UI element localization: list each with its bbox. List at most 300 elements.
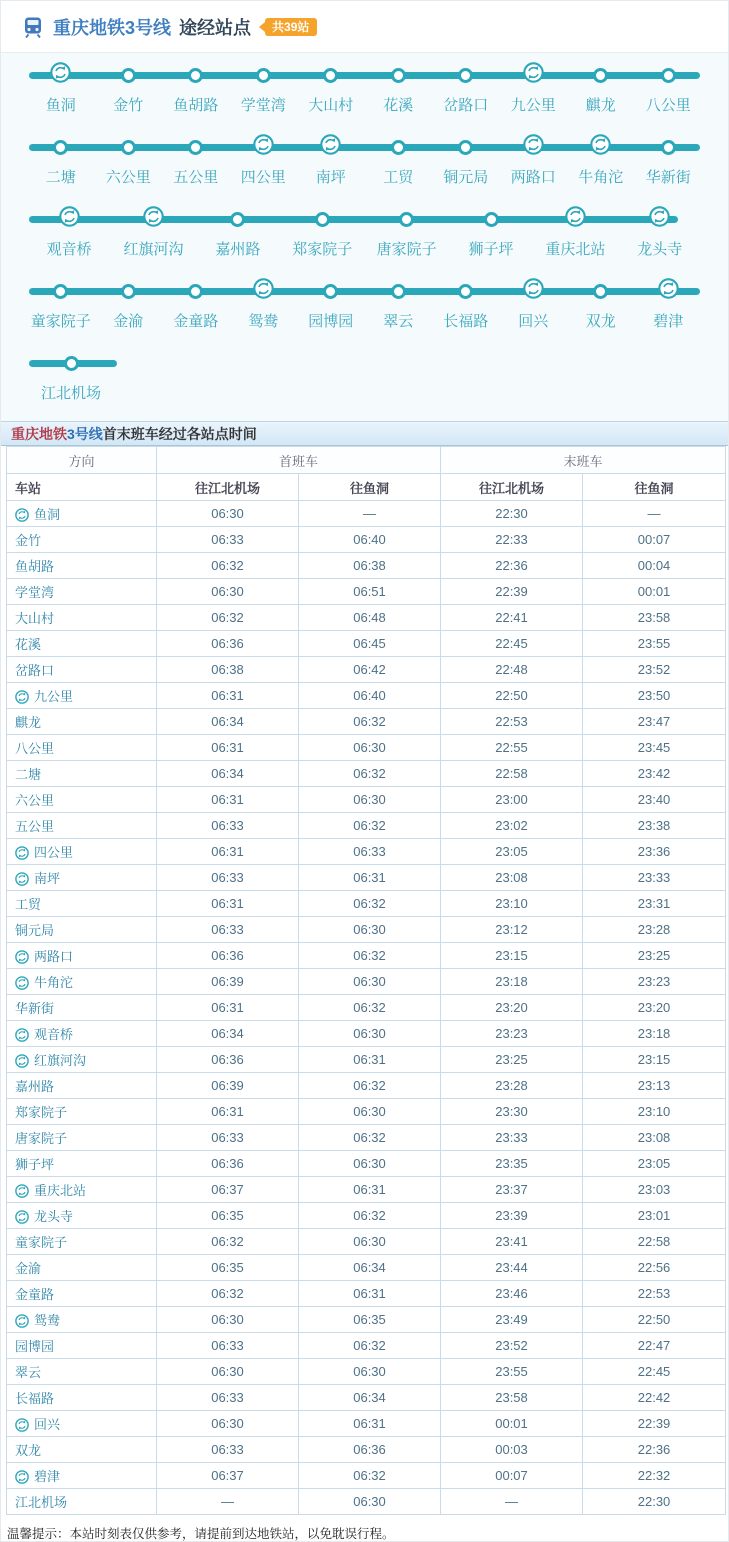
time-cell: 23:30 [441,1099,583,1125]
time-cell: 06:32 [299,943,441,969]
time-cell: 06:30 [299,1229,441,1255]
station-label: 龙头寺 [637,241,683,258]
station-dot [399,205,414,233]
station-cell: 童家院子 [7,1229,157,1255]
station-cell: 六公里 [7,787,157,813]
route-station [635,61,703,115]
route-station [27,277,95,331]
time-cell: 06:31 [157,891,299,917]
station-label: 工贸 [383,169,414,186]
station-dot [458,61,473,89]
time-cell: 23:45 [583,735,726,761]
timetable-row [7,917,726,943]
transfer-icon [15,1210,29,1224]
station-label: 华新街 [645,169,691,186]
route-station [27,349,115,403]
timetable-row [7,501,726,527]
station-cell: 金竹 [7,527,157,553]
station-count-badge: 共39站 [265,18,317,36]
station-cell: 鱼洞 [7,501,157,527]
time-cell: 23:58 [583,605,726,631]
transfer-icon [15,1418,29,1432]
transfer-icon [658,277,679,305]
time-cell: 23:52 [441,1333,583,1359]
station-dot [121,133,136,161]
transfer-icon [15,690,29,704]
time-cell: 06:31 [299,865,441,891]
time-cell: 06:33 [157,813,299,839]
time-cell: 06:33 [157,865,299,891]
timetable-row [7,1307,726,1333]
station-cell: 四公里 [7,839,157,865]
station-label: 长福路 [443,313,489,330]
route-station [635,133,703,187]
time-cell: 23:25 [583,943,726,969]
route-station [365,277,433,331]
time-cell: 23:41 [441,1229,583,1255]
timetable-row [7,1073,726,1099]
time-cell: 23:25 [441,1047,583,1073]
time-cell: 06:31 [157,995,299,1021]
time-cell: 06:34 [157,709,299,735]
route-row [1,349,728,421]
route-row [1,61,728,133]
time-cell: 23:31 [583,891,726,917]
station-label: 重庆北站 [545,241,606,258]
time-cell: 06:33 [157,1125,299,1151]
header [1,1,728,53]
route-station [500,133,568,187]
time-cell: 00:03 [441,1437,583,1463]
time-cell: 22:56 [583,1255,726,1281]
route-station [95,277,163,331]
station-cell: 双龙 [7,1437,157,1463]
time-cell: 06:30 [157,1411,299,1437]
station-label: 南坪 [315,169,346,186]
time-cell: 06:30 [157,1359,299,1385]
time-cell: 06:38 [157,657,299,683]
station-label: 童家院子 [30,313,91,330]
station-cell: 嘉州路 [7,1073,157,1099]
time-cell: 23:10 [441,891,583,917]
time-cell: 06:32 [299,995,441,1021]
time-cell: 23:05 [583,1151,726,1177]
station-dot [121,277,136,305]
time-cell: 22:45 [441,631,583,657]
station-dot [391,133,406,161]
header-subtitle: 途经站点 [179,17,252,38]
time-cell: 23:39 [441,1203,583,1229]
time-cell: 06:31 [299,1411,441,1437]
time-cell: 23:23 [583,969,726,995]
station-dot [593,61,608,89]
transfer-icon [15,1314,29,1328]
time-cell: 23:50 [583,683,726,709]
station-label: 两路口 [510,169,556,186]
station-cell: 花溪 [7,631,157,657]
station-label: 回兴 [518,313,549,330]
time-cell: 06:33 [157,917,299,943]
time-cell: 23:15 [583,1047,726,1073]
timetable-row [7,1411,726,1437]
time-cell: 22:47 [583,1333,726,1359]
station-label: 牛角沱 [578,169,624,186]
station-label: 花溪 [383,97,414,114]
time-cell: 06:32 [299,891,441,917]
time-cell: 22:42 [583,1385,726,1411]
time-cell: 23:10 [583,1099,726,1125]
station-label: 江北机场 [40,385,101,402]
station-cell: 学堂湾 [7,579,157,605]
time-cell: 06:45 [299,631,441,657]
time-cell: 06:36 [299,1437,441,1463]
route-station [432,133,500,187]
station-dot [121,61,136,89]
time-cell: 22:58 [583,1229,726,1255]
route-station [162,61,230,115]
timetable-title-line: 3号线 [67,426,103,442]
transfer-icon [320,133,341,161]
station-cell: 铜元局 [7,917,157,943]
route-station [27,205,111,259]
time-cell: 06:33 [157,1437,299,1463]
timetable-row [7,1203,726,1229]
station-cell: 八公里 [7,735,157,761]
station-label: 学堂湾 [240,97,286,114]
time-cell: 06:36 [157,1047,299,1073]
time-cell: 00:01 [583,579,726,605]
timetable-row [7,1099,726,1125]
station-label: 园博园 [308,313,354,330]
timetable-row [7,1281,726,1307]
route-station [567,61,635,115]
station-dot [458,277,473,305]
station-cell: 鸳鸯 [7,1307,157,1333]
transfer-icon [15,1470,29,1484]
station-cell: 二塘 [7,761,157,787]
station-label: 鱼洞 [45,97,76,114]
time-cell: 23:08 [441,865,583,891]
time-cell: 06:38 [299,553,441,579]
route-station [432,277,500,331]
time-cell: 06:37 [157,1177,299,1203]
route-station [365,133,433,187]
station-label: 郑家院子 [292,241,353,258]
time-cell: 23:00 [441,787,583,813]
transfer-icon [15,1028,29,1042]
transfer-icon [50,61,71,89]
time-cell: 22:45 [583,1359,726,1385]
station-cell: 翠云 [7,1359,157,1385]
station-group [1,277,728,331]
time-cell: 00:04 [583,553,726,579]
station-label: 六公里 [105,169,151,186]
station-dot [188,133,203,161]
time-cell: 23:36 [583,839,726,865]
transfer-icon [15,846,29,860]
time-cell: 00:07 [441,1463,583,1489]
time-cell: 22:39 [441,579,583,605]
time-cell: 23:20 [441,995,583,1021]
station-label: 鱼胡路 [173,97,219,114]
time-cell: 06:31 [157,839,299,865]
time-cell: — [299,501,441,527]
time-cell: 22:53 [441,709,583,735]
time-cell: 22:55 [441,735,583,761]
time-cell: — [157,1489,299,1515]
transfer-icon [15,1184,29,1198]
transfer-icon [59,205,80,233]
route-station [365,205,449,259]
route-station [449,205,533,259]
station-dot [188,277,203,305]
route-row [1,133,728,205]
transfer-icon [15,950,29,964]
station-cell: 华新街 [7,995,157,1021]
station-cell: 工贸 [7,891,157,917]
station-label: 铜元局 [443,169,489,186]
station-label: 岔路口 [443,97,489,114]
station-dot [593,277,608,305]
time-cell: 23:40 [583,787,726,813]
col-direction-label: 往鱼洞 [299,474,441,501]
time-cell: 06:34 [157,761,299,787]
station-cell: 重庆北站 [7,1177,157,1203]
timetable-row [7,761,726,787]
route-station [297,61,365,115]
timetable-row [7,943,726,969]
time-cell: 23:55 [583,631,726,657]
time-cell: 06:30 [157,1307,299,1333]
col-direction-label: 往鱼洞 [583,474,726,501]
time-cell: 06:34 [299,1385,441,1411]
station-label: 金渝 [113,313,144,330]
timetable-row [7,865,726,891]
time-cell: 22:41 [441,605,583,631]
time-cell: 22:36 [583,1437,726,1463]
route-station [280,205,364,259]
route-station [635,277,703,331]
time-cell: 06:31 [299,1047,441,1073]
timetable-row [7,1437,726,1463]
time-cell: 06:31 [157,787,299,813]
timetable-row [7,735,726,761]
time-cell: 06:30 [157,579,299,605]
time-cell: 23:15 [441,943,583,969]
time-cell: 22:33 [441,527,583,553]
station-group [1,133,728,187]
timetable-row [7,579,726,605]
station-cell: 牛角沱 [7,969,157,995]
time-cell: 22:50 [441,683,583,709]
station-cell: 郑家院子 [7,1099,157,1125]
transfer-icon [523,133,544,161]
time-cell: 06:36 [157,631,299,657]
station-cell: 岔路口 [7,657,157,683]
route-station [432,61,500,115]
time-cell: 06:33 [157,1385,299,1411]
time-cell: 22:36 [441,553,583,579]
timetable-row [7,683,726,709]
station-cell: 南坪 [7,865,157,891]
station-cell: 长福路 [7,1385,157,1411]
time-cell: 23:33 [583,865,726,891]
station-dot [661,61,676,89]
transfer-icon [15,976,29,990]
time-cell: 23:28 [441,1073,583,1099]
route-station [567,133,635,187]
timetable-title-rest: 首末班车经过各站点时间 [102,426,257,442]
station-label: 麒龙 [585,97,616,114]
transfer-icon [523,61,544,89]
train-icon [21,15,45,39]
time-cell: 23:01 [583,1203,726,1229]
station-cell: 金童路 [7,1281,157,1307]
time-cell: 06:31 [299,1281,441,1307]
timetable-row [7,995,726,1021]
time-cell: 06:39 [157,1073,299,1099]
time-cell: 06:35 [157,1255,299,1281]
timetable-row [7,969,726,995]
time-cell: 06:33 [157,1333,299,1359]
timetable-header-groups [7,447,726,474]
station-label: 狮子坪 [468,241,514,258]
station-cell: 江北机场 [7,1489,157,1515]
route-station [162,277,230,331]
time-cell: — [583,501,726,527]
time-cell: 23:49 [441,1307,583,1333]
timetable-row [7,1177,726,1203]
time-cell: 23:46 [441,1281,583,1307]
transfer-icon [15,508,29,522]
route-station [230,277,298,331]
timetable-header-cols [7,474,726,501]
station-label: 双龙 [585,313,616,330]
timetable-title [1,421,728,446]
route-station [27,133,95,187]
timetable-row [7,605,726,631]
time-cell: 06:30 [299,1489,441,1515]
station-label: 嘉州路 [215,241,261,258]
time-cell: 23:52 [583,657,726,683]
timetable-row [7,1255,726,1281]
time-cell: 06:30 [299,735,441,761]
time-cell: 06:32 [157,553,299,579]
time-cell: 06:35 [299,1307,441,1333]
col-last-train: 末班车 [441,447,726,474]
station-cell: 红旗河沟 [7,1047,157,1073]
station-cell: 鱼胡路 [7,553,157,579]
timetable-row [7,1463,726,1489]
col-direction-label: 往江北机场 [441,474,583,501]
station-label: 金童路 [173,313,219,330]
time-cell: 06:32 [299,1073,441,1099]
time-cell: 23:18 [441,969,583,995]
timetable-title-city: 重庆地铁 [11,426,67,442]
station-cell: 龙头寺 [7,1203,157,1229]
route-station [162,133,230,187]
station-dot [188,61,203,89]
time-cell: 23:44 [441,1255,583,1281]
station-cell: 两路口 [7,943,157,969]
time-cell: 06:40 [299,683,441,709]
timetable-row [7,839,726,865]
station-group [1,61,728,115]
timetable-row [7,813,726,839]
time-cell: 06:33 [157,527,299,553]
time-cell: 06:36 [157,1151,299,1177]
time-cell: 06:30 [299,917,441,943]
station-group [1,205,728,259]
route-station [365,61,433,115]
col-first-train: 首班车 [157,447,441,474]
route-station [297,133,365,187]
time-cell: 23:47 [583,709,726,735]
time-cell: 06:32 [299,761,441,787]
station-cell: 九公里 [7,683,157,709]
time-cell: 23:33 [441,1125,583,1151]
time-cell: 23:55 [441,1359,583,1385]
station-dot [64,349,79,377]
timetable-row [7,1489,726,1515]
time-cell: 23:20 [583,995,726,1021]
timetable-row [7,657,726,683]
timetable-row [7,709,726,735]
time-cell: 06:32 [299,813,441,839]
col-direction: 方向 [7,447,157,474]
station-label: 金竹 [113,97,144,114]
time-cell: 06:30 [157,501,299,527]
transfer-icon [15,872,29,886]
station-dot [256,61,271,89]
timetable-row [7,1229,726,1255]
route-station [95,133,163,187]
transfer-icon [15,1054,29,1068]
route-station [27,61,95,115]
route-station [95,61,163,115]
time-cell: 06:34 [299,1255,441,1281]
time-cell: 06:30 [299,1151,441,1177]
col-direction-label: 往江北机场 [157,474,299,501]
time-cell: 00:07 [583,527,726,553]
timetable-row [7,1021,726,1047]
station-dot [53,277,68,305]
station-label: 五公里 [173,169,219,186]
transfer-icon [253,133,274,161]
timetable-row [7,1151,726,1177]
station-cell: 碧津 [7,1463,157,1489]
time-cell: 22:39 [583,1411,726,1437]
station-cell: 园博园 [7,1333,157,1359]
time-cell: 06:48 [299,605,441,631]
route-station [500,61,568,115]
station-cell: 回兴 [7,1411,157,1437]
station-label: 八公里 [645,97,691,114]
transfer-icon [565,205,586,233]
route-station [618,205,702,259]
station-dot [458,133,473,161]
time-cell: 23:37 [441,1177,583,1203]
time-cell: 23:42 [583,761,726,787]
time-cell: 23:05 [441,839,583,865]
route-row [1,205,728,277]
timetable [6,446,726,1515]
time-cell: 23:13 [583,1073,726,1099]
time-cell: 06:42 [299,657,441,683]
time-cell: 06:32 [299,709,441,735]
station-cell: 观音桥 [7,1021,157,1047]
time-cell: 06:39 [157,969,299,995]
